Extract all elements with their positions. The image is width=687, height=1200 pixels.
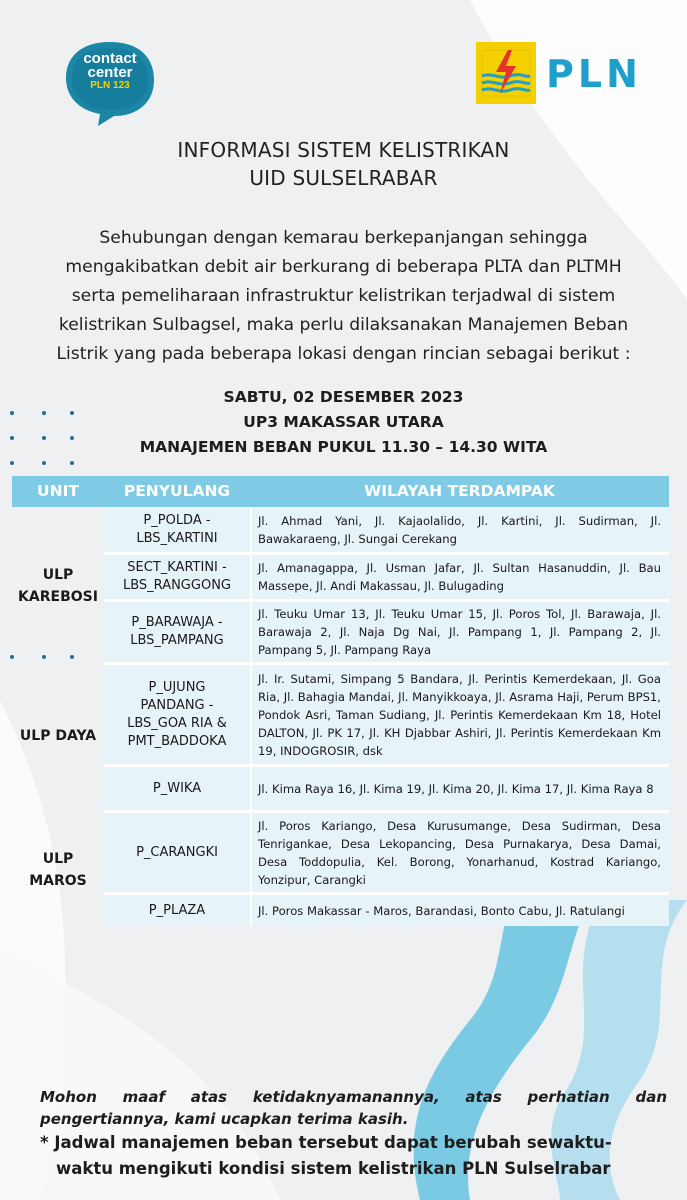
intro-line: Listrik yang pada beberapa lokasi dengan rincian sebagai berikut :	[56, 344, 631, 364]
area-text: Jl. Ahmad Yani, Jl. Kajaolalido, Jl. Kartini, Jl. Sudirman, Jl. Bawakaraeng, Jl. Sungai Cerekang	[258, 513, 661, 546]
unit-cell-karebosi	[12, 507, 104, 665]
table-header	[12, 476, 669, 507]
feeder-label: P_UJUNG	[148, 679, 206, 695]
feeder-label: LBS_PAMPANG	[130, 633, 224, 648]
feeder-cell	[104, 813, 250, 892]
intro-line: serta pemeliharaan infrastruktur kelistrikan terjadwal di sistem	[71, 286, 616, 306]
table-row	[104, 602, 669, 665]
contact-line-2: center	[87, 64, 133, 81]
area-text: Jl. Ir. Sutami, Simpang 5 Bandara, Jl. Perintis Kemerdekaan, Jl. Goa Ria, Jl. Bahagia Mandai, Jl. Manyikkoaya, Jl. Asrama Haji, Perum BPS1, Pondok Asri, Taman Sudiang, Jl. Perintis Kemerdekaan Km 18, Hotel DALTON, Jl. PK 17, Jl. KH Djabbar Ashiri, Jl. Perintis Kemerdekaan Km 19, INDOGROSIR, dsk	[258, 671, 661, 758]
feeder-label: PMT_BADDOKA	[127, 733, 227, 749]
feeder-cell	[104, 665, 250, 764]
table-row	[104, 507, 669, 555]
area-text: Jl. Poros Makassar - Maros, Barandasi, Bonto Cabu, Jl. Ratulangi	[258, 903, 625, 918]
intro-line: Sehubungan dengan kemarau berkepanjangan sehingga	[99, 228, 588, 248]
load-management-table	[12, 476, 669, 926]
feeder-cell	[104, 602, 250, 662]
unit-cell-maros	[12, 813, 104, 926]
unit-label: ULP	[42, 567, 74, 583]
feeder-label: PANDANG -	[140, 697, 214, 713]
area-text: Jl. Kima Raya 16, Jl. Kima 19, Jl. Kima 20, Jl. Kima 17, Jl. Kima Raya 8	[258, 781, 654, 796]
feeder-label: LBS_RANGGONG	[123, 578, 231, 593]
note-line: * Jadwal manajemen beban tersebut dapat berubah sewaktu-	[40, 1133, 612, 1152]
area-cell	[250, 507, 669, 552]
feeder-label: P_POLDA -	[143, 512, 211, 528]
note-line: waktu mengikuti kondisi sistem kelistrikan PLN Sulselrabar	[56, 1159, 611, 1178]
table-row	[104, 813, 669, 895]
pln-wordmark: PLN	[546, 52, 642, 96]
area-text: Jl. Poros Kariango, Desa Kurusumange, Desa Sudirman, Desa Tenrigankae, Desa Lekopancing, Desa Purnakarya, Desa Damai, Desa Toddopulia, Kel. Borong, Yonarhanud, Kostrad Kariango, Yonzipur, Carangki	[258, 818, 661, 887]
feeder-label: P_WIKA	[152, 780, 202, 796]
unit-label: KAREBOSI	[18, 589, 98, 605]
disclaimer-note	[40, 1130, 667, 1182]
feeder-label: SECT_KARTINI -	[127, 560, 227, 575]
feeder-cell	[104, 555, 250, 599]
feeder-cell	[104, 767, 250, 810]
area-text: Jl. Amanagappa, Jl. Usman Jafar, Jl. Sultan Hasanuddin, Jl. Bau Massepe, Jl. Andi Makassau, Jl. Bulugading	[258, 561, 661, 593]
header-feeder: PENYULANG	[123, 482, 231, 500]
contact-line-1: contact	[83, 50, 137, 67]
area-cell	[250, 895, 669, 926]
unit-label: MAROS	[29, 872, 87, 889]
schedule-unit: UP3 MAKASSAR UTARA	[243, 413, 444, 431]
unit-cell-daya	[12, 665, 104, 807]
intro-paragraph	[20, 224, 667, 369]
area-cell	[250, 813, 669, 892]
feeder-label: P_BARAWAJA -	[131, 615, 223, 630]
table-row	[104, 555, 669, 602]
header-unit: UNIT	[37, 482, 79, 500]
feeder-label: P_PLAZA	[148, 902, 206, 918]
intro-line: mengakibatkan debit air berkurang di beberapa PLTA dan PLTMH	[65, 257, 622, 277]
page-title: INFORMASI SISTEM KELISTRIKAN	[177, 138, 510, 162]
contact-center-logo	[62, 38, 158, 130]
feeder-cell	[104, 507, 250, 552]
feeder-label: LBS_KARTINI	[136, 530, 218, 546]
feeder-label: P_CARANGKI	[136, 844, 218, 860]
pln-logo	[476, 42, 654, 104]
area-cell	[250, 602, 669, 662]
area-cell	[250, 555, 669, 599]
table-row	[104, 665, 669, 767]
intro-line: kelistrikan Sulbagsel, maka perlu dilaksanakan Manajemen Beban	[58, 315, 629, 335]
feeder-label: LBS_GOA RIA &	[127, 715, 227, 731]
closing-message: Mohon maaf atas ketidaknyamanannya, atas perhatian dan pengertiannya, kami ucapkan terima kasih.	[40, 1088, 667, 1128]
page-subtitle: UID SULSELRABAR	[249, 166, 438, 190]
table-row	[104, 767, 669, 813]
header-area: WILAYAH TERDAMPAK	[364, 482, 555, 500]
area-text: Jl. Teuku Umar 13, Jl. Teuku Umar 15, Jl. Poros Tol, Jl. Barawaja, Jl. Barawaja 2, Jl. Naja Dg Nai, Jl. Pampang 1, Jl. Pampang 2, Jl. Pampang 5, Jl. Pampang Raya	[258, 607, 661, 657]
unit-label: ULP	[42, 850, 74, 867]
area-cell	[250, 767, 669, 810]
schedule-date: SABTU, 02 DESEMBER 2023	[223, 388, 464, 406]
table-row	[104, 895, 669, 926]
schedule-time: MANAJEMEN BEBAN PUKUL 11.30 – 14.30 WITA	[139, 438, 548, 456]
feeder-cell	[104, 895, 250, 926]
lightning-emblem-icon	[476, 42, 536, 104]
contact-line-3: PLN 123	[90, 80, 130, 91]
area-cell	[250, 665, 669, 764]
unit-label: ULP DAYA	[19, 728, 97, 744]
